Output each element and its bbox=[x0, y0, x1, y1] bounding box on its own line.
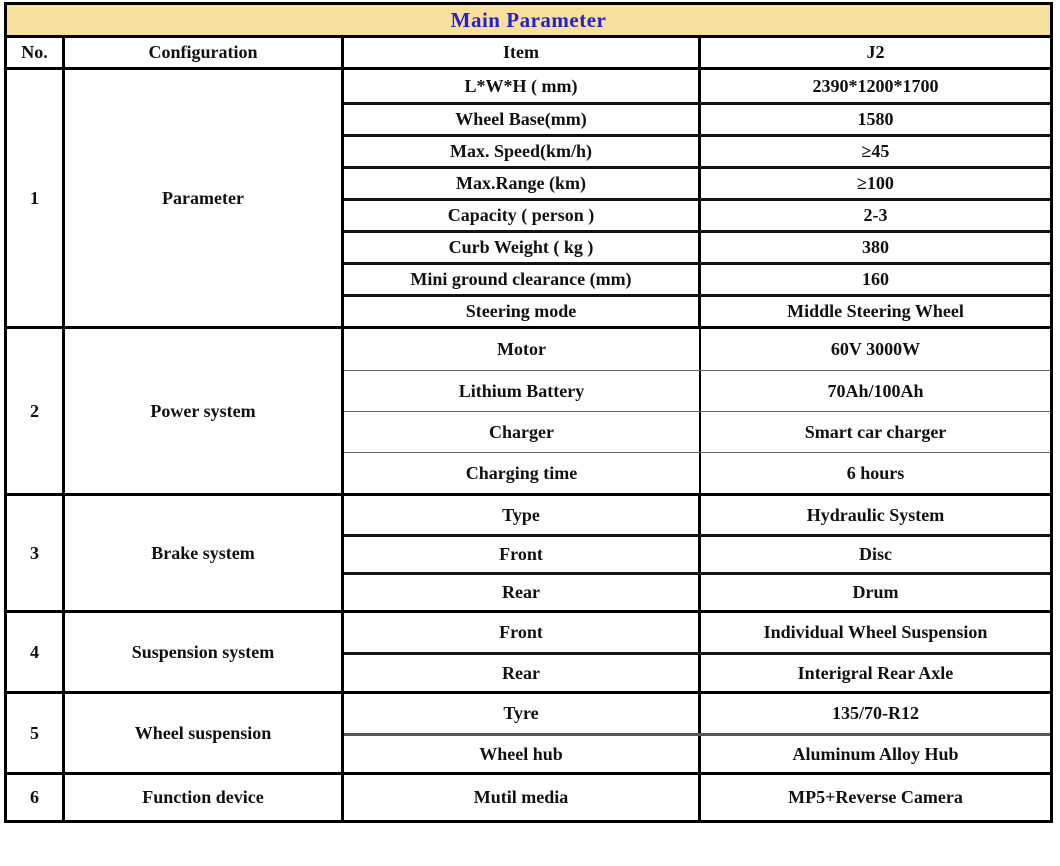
table-row bbox=[344, 329, 1050, 370]
section-suspension-system bbox=[7, 610, 1050, 691]
value-cell: 1580 bbox=[857, 109, 894, 129]
value-cell: Interigral Rear Axle bbox=[797, 662, 954, 683]
table-row bbox=[344, 262, 1050, 294]
value-cell: 6 hours bbox=[846, 462, 905, 483]
table-header-row bbox=[7, 38, 1050, 70]
table-row bbox=[344, 572, 1050, 610]
value-cell: 160 bbox=[862, 269, 889, 289]
value-cell: ≥45 bbox=[861, 141, 890, 161]
item-cell: Steering mode bbox=[344, 297, 701, 326]
value-cell: ≥100 bbox=[857, 173, 894, 193]
section-rows bbox=[344, 775, 1050, 820]
item-cell: Front bbox=[344, 537, 701, 572]
header-configuration: Configuration bbox=[65, 38, 344, 67]
value-cell: Hydraulic System bbox=[806, 504, 945, 525]
table-row bbox=[344, 230, 1050, 262]
table-row bbox=[344, 134, 1050, 166]
section-rows bbox=[344, 694, 1050, 772]
value-cell: Smart car charger bbox=[804, 421, 947, 442]
value-cell: 135/70-R12 bbox=[832, 703, 919, 723]
value-cell: 380 bbox=[862, 237, 889, 257]
header-no: No. bbox=[7, 38, 65, 67]
table-row bbox=[344, 733, 1050, 772]
section-number: 6 bbox=[7, 775, 65, 820]
item-cell: Mini ground clearance (mm) bbox=[344, 265, 701, 294]
item-cell: Tyre bbox=[344, 694, 701, 733]
table-row bbox=[344, 102, 1050, 134]
table-row bbox=[344, 411, 1050, 452]
section-rows bbox=[344, 496, 1050, 610]
section-configuration: Power system bbox=[65, 329, 344, 493]
table-row bbox=[344, 294, 1050, 326]
table-row bbox=[344, 775, 1050, 820]
item-cell: Wheel Base(mm) bbox=[344, 105, 701, 134]
section-parameter bbox=[7, 70, 1050, 326]
section-brake-system bbox=[7, 493, 1050, 610]
section-number: 1 bbox=[7, 70, 65, 326]
table-row bbox=[344, 694, 1050, 733]
value-cell: 70Ah/100Ah bbox=[827, 380, 924, 401]
table-row bbox=[344, 370, 1050, 411]
item-cell: Curb Weight ( kg ) bbox=[344, 233, 701, 262]
table-row bbox=[344, 452, 1050, 493]
item-cell: Front bbox=[344, 613, 701, 652]
table-row bbox=[344, 198, 1050, 230]
value-cell: Drum bbox=[852, 582, 899, 602]
table-row bbox=[344, 652, 1050, 691]
section-configuration: Brake system bbox=[65, 496, 344, 610]
item-cell: Capacity ( person ) bbox=[344, 201, 701, 230]
value-cell: Aluminum Alloy Hub bbox=[792, 743, 959, 764]
section-function-device bbox=[7, 772, 1050, 820]
item-cell: Wheel hub bbox=[344, 736, 701, 772]
item-cell: L*W*H ( mm) bbox=[344, 70, 701, 102]
item-cell: Mutil media bbox=[344, 775, 701, 820]
section-configuration: Wheel suspension bbox=[65, 694, 344, 772]
section-configuration: Function device bbox=[65, 775, 344, 820]
table-title-bar bbox=[7, 5, 1050, 38]
value-cell: 2390*1200*1700 bbox=[812, 75, 939, 96]
value-cell: Individual Wheel Suspension bbox=[763, 622, 988, 642]
header-item: Item bbox=[344, 38, 701, 67]
item-cell: Rear bbox=[344, 655, 701, 691]
section-number: 4 bbox=[7, 613, 65, 691]
section-wheel-suspension bbox=[7, 691, 1050, 772]
table-row bbox=[344, 70, 1050, 102]
value-cell: 60V 3000W bbox=[830, 339, 921, 359]
table-row bbox=[344, 534, 1050, 572]
section-rows bbox=[344, 613, 1050, 691]
value-cell: Disc bbox=[859, 544, 892, 564]
item-cell: Charger bbox=[344, 412, 701, 452]
item-cell: Lithium Battery bbox=[344, 371, 701, 411]
spec-table bbox=[4, 2, 1053, 823]
item-cell: Charging time bbox=[344, 453, 701, 493]
item-cell: Rear bbox=[344, 575, 701, 610]
item-cell: Motor bbox=[344, 329, 701, 370]
header-model-j2: J2 bbox=[866, 42, 885, 62]
item-cell: Type bbox=[344, 496, 701, 534]
section-number: 3 bbox=[7, 496, 65, 610]
value-cell: MP5+Reverse Camera bbox=[788, 787, 963, 807]
value-cell: 2-3 bbox=[863, 205, 888, 225]
section-configuration: Parameter bbox=[65, 70, 344, 326]
section-configuration: Suspension system bbox=[65, 613, 344, 691]
section-number: 5 bbox=[7, 694, 65, 772]
table-row bbox=[344, 496, 1050, 534]
section-rows bbox=[344, 70, 1050, 326]
item-cell: Max. Speed(km/h) bbox=[344, 137, 701, 166]
section-number: 2 bbox=[7, 329, 65, 493]
value-cell: Middle Steering Wheel bbox=[787, 301, 964, 321]
section-power-system bbox=[7, 326, 1050, 493]
table-title: Main Parameter bbox=[450, 7, 607, 32]
item-cell: Max.Range (km) bbox=[344, 169, 701, 198]
table-row bbox=[344, 166, 1050, 198]
section-rows bbox=[344, 329, 1050, 493]
table-row bbox=[344, 613, 1050, 652]
